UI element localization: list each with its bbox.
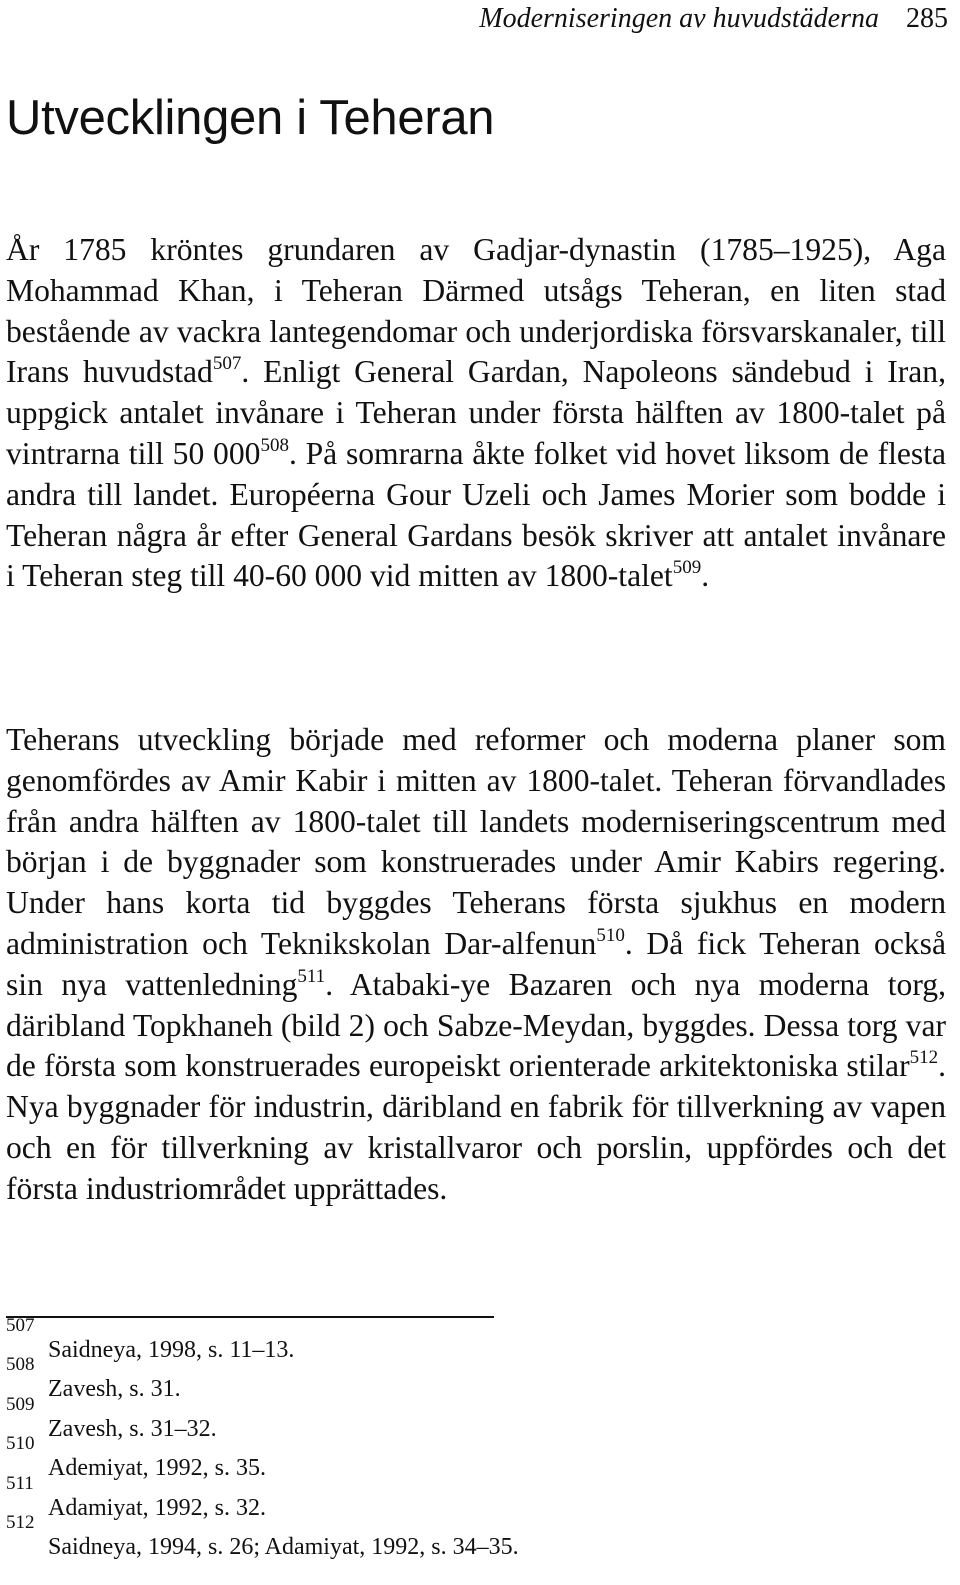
running-title: Moderniseringen av huvudstäderna [479, 3, 879, 34]
paragraph-text: . Nya byggnader för industrin, däribland en fabrik för tillverkning av vapen och en för tillverkning av kristallvaror och porslin, uppfördes och det första industriområdet upprättades. [6, 1048, 946, 1206]
paragraph-text: År 1785 kröntes grundaren av Gadjar-dynastin (1785–1925), Aga Mohammad Khan, i Teheran Därmed utsågs Teheran, en liten stad bestående av vackra lantegendomar och underjordiska försvarskanaler, till Irans huvudstad [6, 232, 946, 390]
footnote-ref-508: 508 [260, 434, 289, 456]
footnote-separator [6, 1316, 494, 1318]
body-paragraph-1 [6, 230, 946, 597]
footnote-ref-510: 510 [596, 924, 625, 946]
footnote-number: 509 [6, 1393, 35, 1415]
footnote-text: Saidneya, 1994, s. 26; Adamiyat, 1992, s. 34–35. [48, 1533, 519, 1560]
footnote-512 [6, 1511, 906, 1563]
footnote-510 [6, 1433, 906, 1484]
page-number: 285 [906, 3, 948, 34]
footnote-508 [6, 1354, 906, 1405]
footnote-text: Saidneya, 1998, s. 11–13. [48, 1337, 295, 1363]
footnote-number: 508 [6, 1354, 35, 1376]
paragraph-text: . [701, 558, 710, 594]
footnote-ref-507: 507 [212, 353, 242, 375]
paragraph-text: . Atabaki-ye Bazaren och nya moderna torg, däribland Topkhaneh (bild 2) och Sabze-Meydan, byggdes. Dessa torg var de första som konstruerades europeiskt orienterade arkitektoniska stilar [6, 966, 946, 1084]
footnote-text: Adamiyat, 1992, s. 32. [48, 1494, 266, 1521]
footnote-number: 510 [6, 1433, 35, 1455]
footnote-number: 512 [6, 1511, 35, 1533]
paragraph-text: Teherans utveckling började med reformer och moderna planer som genomfördes av Amir Kabir i mitten av 1800-talet. Teheran förvandlades från andra hälften av 1800-talet till landets moderniseringscentrum med början i de byggnader som konstruerades under Amir Kabirs regering. Under hans korta tid byggdes Teherans första sjukhus en modern administration och Teknikskolan Dar-alfenun [6, 722, 946, 961]
footnote-text: Zavesh, s. 31. [48, 1376, 181, 1403]
footnote-511 [6, 1472, 906, 1524]
paragraph-text: . Då fick Teheran också sin nya vattenledning [6, 925, 946, 1002]
paragraph-text: . Enligt General Gardan, Napoleons sändebud i Iran, uppgick antalet invånare i Teheran under första hälften av 1800-talet på vintrarna till 50 000 [6, 354, 946, 471]
footnote-ref-511: 511 [297, 965, 326, 987]
footnote-list [6, 1315, 906, 1563]
footnote-text: Zavesh, s. 31–32. [48, 1415, 217, 1442]
footnote-507 [6, 1315, 906, 1366]
footnote-509 [6, 1393, 906, 1445]
footnote-number: 507 [6, 1315, 35, 1336]
footnote-number: 511 [6, 1472, 34, 1494]
footnote-ref-509: 509 [672, 557, 702, 579]
chapter-title: Utvecklingen i Teheran [6, 91, 495, 145]
footnote-text: Ademiyat, 1992, s. 35. [48, 1455, 266, 1482]
footnote-ref-512: 512 [909, 1047, 939, 1069]
body-paragraph-2 [6, 720, 946, 1210]
running-header [479, 2, 948, 36]
paragraph-text: . På somrarna åkte folket vid hovet liksom de flesta andra till landet. Européerna Gour Uzeli och James Morier som bodde i Teheran några år efter General Gardans besök skriver att antalet invånare i Teheran steg till 40-60 000 vid mitten av 1800-talet [6, 435, 947, 594]
